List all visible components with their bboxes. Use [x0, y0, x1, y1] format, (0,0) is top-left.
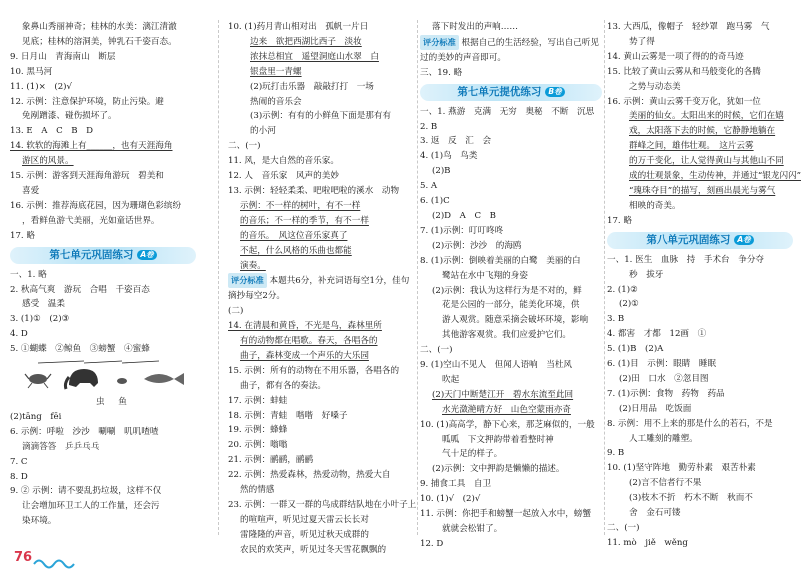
- answer-line: 2. B: [420, 121, 438, 132]
- unit-title: 第八单元巩固练习: [646, 233, 731, 246]
- score-label: 评分标准: [420, 35, 459, 50]
- answer-line: 然的情感: [240, 485, 275, 496]
- answer-line: 一、1. 医生 血脉 持 手术台 争分夺: [607, 254, 765, 265]
- answer-line: 9. ② 示例：请不要乱扔垃圾，这样不仅: [10, 486, 162, 497]
- answer-line: 呱呱 下文押韵带着看整时神: [442, 434, 554, 445]
- answer-line: 人工雕刻的雕塑。: [629, 433, 698, 444]
- unit-8-review-heading: [607, 232, 793, 249]
- answer-line: 银盘里一青螺: [250, 66, 302, 77]
- animal-matching-figure: [10, 357, 196, 395]
- answer-line: 12. D: [420, 538, 444, 549]
- fish-icon: [144, 373, 184, 385]
- answer-line: 成的壮观景象，生动传神，并通过“银龙闪闪”: [629, 171, 801, 182]
- column-4: [607, 20, 801, 548]
- answer-line: 11. mò jiě wěng: [607, 537, 688, 548]
- answer-line: (二): [228, 306, 244, 317]
- crab-icon: [25, 374, 51, 388]
- answer-line: 鹭站在水中飞翔的身姿: [442, 270, 528, 281]
- answer-line: 8. (1)示例：倒映着美丽的白鹭 美丽的白: [420, 255, 581, 266]
- answer-line: 2. 秋高气爽 游玩 合唱 千姿百态: [10, 284, 150, 295]
- page-number: 76: [14, 550, 33, 565]
- unit-7-improve-heading: [420, 84, 602, 101]
- animal-illustration: [24, 357, 194, 395]
- scoring-note: [420, 35, 602, 66]
- answer-line: 6. 示例：呼啦 沙沙 唰唰 叽叽喳喳: [10, 426, 159, 437]
- answer-line: 12. 人 音乐家 风声的美妙: [228, 171, 339, 182]
- answer-line: 游人观赏。随意采摘会破坏环境，影响: [442, 315, 589, 326]
- answer-line: (2)示例：沙沙 的海鸥: [432, 240, 522, 251]
- answer-line: 演奏。: [240, 260, 266, 271]
- answer-line: 二、(一): [228, 141, 261, 152]
- column-divider: [417, 20, 418, 535]
- unit-badge: B卷: [545, 87, 564, 97]
- answer-line: (3)示例：有有的小鲜鱼下面是那有有: [250, 111, 392, 122]
- answer-line: 23. 示例：一群又一群的鸟成群结队地在小叶子上: [228, 500, 417, 510]
- answer-line: (2)日用品 吃饭面: [619, 403, 692, 414]
- answer-line: 9. (1)空山不见人 但闻人语响 当杜风: [420, 360, 573, 371]
- answer-line: 11. 风，是大自然的音乐家。: [228, 156, 339, 167]
- answer-line: 15. 比较了黄山云雾从和马般变化的各腾: [607, 66, 761, 77]
- answer-line: 花是公园的一部分，能美化环境，供: [442, 300, 580, 311]
- unit-title: 第七单元提优练习: [457, 85, 542, 98]
- answer-line: 14. 在清晨和黄昏，不光是鸟，森林里所: [228, 321, 382, 332]
- unit-title: 第七单元巩固练习: [49, 248, 134, 261]
- answer-line: (2)玩打击乐器 敲敲打打 一场: [250, 81, 374, 92]
- answer-line: 滴滴答答 乒乒乓乓: [22, 441, 100, 452]
- answer-line: 15. 示例：所有的动物在不用乐器，各唱各的: [228, 365, 400, 376]
- answer-line: 有的动物都在唱歌。春天，各唱各的: [240, 336, 378, 347]
- unit-badge: A卷: [734, 235, 753, 245]
- answer-line: 9. B: [607, 448, 625, 459]
- answer-line: 农民的欢笑声，听见过冬天雪花飘飘的: [240, 544, 387, 555]
- answer-line: 7. (1)示例：食物 药物 药品: [607, 388, 725, 399]
- answer-line: (2)D A C B: [432, 210, 496, 221]
- answer-line: 8. D: [10, 471, 28, 482]
- answer-line: (2)言不信者行不果: [629, 478, 702, 489]
- answer-line: 的音乐；不一样的季节，有不一样: [240, 215, 369, 226]
- answer-line: ，看鲜鱼游弋美丽，光如童话世界。: [22, 215, 160, 226]
- animal-label: 虫: [96, 397, 105, 408]
- answer-line: 13. E A C B D: [10, 126, 94, 137]
- answer-line: 11. (1)× (2)√: [10, 81, 73, 92]
- answer-line: 其他游客观赏。我们应爱护它们。: [442, 330, 571, 341]
- answer-line: “瑰珠夺目”的描写，刻画出晨光与雾气: [629, 185, 776, 196]
- answer-line: 浓抹总相宜 遥望洞庭山水翠 白: [250, 51, 379, 62]
- answer-line: (2)①: [619, 299, 639, 310]
- answer-line: 7. (1)示例：叮叮咚咚: [420, 225, 504, 236]
- answer-line: 16. 示例：黄山云雾千变万化，犹如一位: [607, 96, 761, 107]
- answer-line: 3. B: [607, 314, 625, 325]
- answer-line: 10. (1)药月青山相对出 孤帆一片日: [228, 22, 369, 32]
- answer-line: 18. 示例：青蛙 喈喈 好嗓子: [228, 410, 348, 421]
- answer-line: 9. 捕食工具 自卫: [420, 479, 492, 490]
- answer-line: 曲子，森林变成一个声乐的大乐园: [240, 350, 369, 361]
- answer-line: 让会增加环卫工人的工作量，还会污: [22, 501, 160, 512]
- scoring-text: 根据自己的生活经验，写出自己听见过的美妙的声音即可。: [420, 37, 600, 63]
- answer-line: 吹起: [442, 374, 460, 385]
- answer-line: 10. (1)√ (2)√: [420, 494, 481, 505]
- answer-line: 一、1. 燕游 克满 无穷 奥秘 不断 沉思: [420, 106, 595, 117]
- answer-line: (2)示例：我认为这样行为是不对的，鲜: [432, 285, 582, 296]
- answer-line: 气十足的样子。: [442, 449, 503, 460]
- column-divider: [218, 20, 219, 535]
- answer-line: 13. 大西瓜，像帽子 轻纱罩 跑马雾 气: [607, 22, 770, 32]
- answer-line: 的小河: [250, 126, 276, 137]
- answer-line: 象鼻山秀丽神奇；桂林的水美：漓江清澈: [22, 22, 177, 32]
- answer-line: 的音乐。 风这位音乐家真了: [240, 230, 348, 241]
- answer-line: 热闹的音乐会: [250, 96, 302, 107]
- answer-line: 3. (1)① (2)③: [10, 314, 70, 325]
- answer-line: 染环境。: [22, 516, 57, 527]
- answer-line: 见底；桂林的溶洞美，钟乳石千姿百态。: [22, 36, 177, 47]
- answer-line: 12. 示例：注意保护环境，防止污染。避: [10, 96, 164, 107]
- answer-line: 16. 示例：推荐海底花园，因为珊瑚色彩缤纷: [10, 200, 182, 211]
- scoring-note: [228, 273, 414, 304]
- wave-decoration-icon: [34, 555, 74, 569]
- answer-line: 6. (1)C: [420, 196, 450, 207]
- answer-line: 21. 示例：鹂鹂，鹂鹂: [228, 455, 314, 466]
- answer-line: 边来 欲把西湖比西子 淡妆: [250, 36, 362, 47]
- answer-line: 水光潋滟晴方好 山色空蒙雨亦奇: [442, 404, 571, 415]
- answer-line: 相映的奇美。: [629, 200, 681, 211]
- answer-line: 3. 返 反 汇 会: [420, 136, 492, 147]
- column-2: [228, 20, 417, 555]
- answer-line: 的万千变化，让人觉得黄山与其他山不同: [629, 156, 784, 167]
- answer-line: 15. 示例：游客到天涯海角游玩 碧美和: [10, 171, 164, 182]
- answer-line: 落下时发出的声响……: [432, 22, 518, 32]
- answer-line: 11. 示例：你把手和螃蟹一起放入水中，螃蟹: [420, 509, 592, 520]
- answer-line: 三、19. 略: [420, 67, 463, 78]
- answer-line: 势了得: [629, 36, 655, 47]
- answer-line: 的喧喧声，听见过夏天雷云长长对: [240, 514, 369, 525]
- answer-line: 7. C: [10, 456, 28, 467]
- answer-line: 14. 黄山云雾是一项了得的的奇马迹: [607, 51, 744, 62]
- answer-line: 2. (1)②: [607, 284, 638, 295]
- score-label: 评分标准: [228, 273, 267, 288]
- answer-line: (2)田 口水 ②忽目图: [619, 373, 709, 384]
- answer-line: 4. 都害 才都 12画 ①: [607, 329, 707, 340]
- unit-7-review-heading: [10, 247, 196, 264]
- answer-line: 9. 日月山 青海南山 断层: [10, 51, 116, 62]
- answer-line: 5. ①蝴蝶 ②鲸鱼 ③螃蟹 ④蜜蜂: [10, 344, 150, 355]
- answer-line: 曲子，都有各的奏法。: [240, 380, 326, 391]
- answer-line: 4. (1)鸟 鸟类: [420, 151, 478, 162]
- bug-icon: [117, 378, 127, 384]
- answer-line: 舍 金石可镂: [629, 508, 681, 519]
- answer-line: 6. (1)目 示例：眼睛 睡眠: [607, 359, 717, 370]
- answer-line: 5. A: [420, 181, 438, 192]
- answer-line: 13. 示例：轻轻柔柔、吧啦吧啦的溪水 动物: [228, 185, 400, 196]
- answer-line: 8. 示例：用不上来的那是什么的若石，不是: [607, 418, 773, 429]
- animal-label: 鱼: [118, 397, 127, 408]
- answer-line: 二、(一): [607, 523, 640, 533]
- answer-line: 10. 黑马河: [10, 66, 53, 77]
- answer-line: (2)天门中断楚江开 碧水东流至此回: [432, 389, 574, 400]
- answer-line: 一、1. 略: [10, 269, 47, 280]
- answer-line: 感受 温柔: [22, 299, 65, 310]
- answer-line: 二、(一): [420, 345, 453, 356]
- answer-line: 雷隆隆的声音，听见过秋天成群的: [240, 529, 369, 540]
- answer-line: 5. (1)B (2)A: [607, 344, 664, 355]
- answer-line: 秒 拔牙: [629, 269, 664, 280]
- unit-badge: A卷: [137, 250, 156, 260]
- answer-line: 17. 示例：蚌蛙: [228, 395, 288, 406]
- answer-line: 17. 略: [10, 230, 35, 241]
- answer-line: 19. 示例：蜂蜂: [228, 425, 288, 436]
- answer-line: 17. 略: [607, 215, 632, 226]
- column-3: [420, 20, 602, 549]
- answer-line: 14. 软软的海滩上有______，也有天涯海角: [10, 141, 173, 152]
- answer-line: 免剐蹭漆、碰伤损坏了。: [22, 111, 117, 122]
- answer-line: 10. (1)坚守阵地 勤劳朴素 艰苦朴素: [607, 463, 756, 474]
- answer-line: 喜爱: [22, 185, 40, 196]
- scoring-text: 本题共6分，补充词语每空1分，佳句摘抄每空2分。: [228, 276, 410, 302]
- answer-line: 美丽的仙女。太阳出来的时候，它们在嬉: [629, 111, 784, 122]
- animal-labels: [10, 395, 196, 410]
- answer-line: 4. D: [10, 329, 28, 340]
- answer-line: (2)示例：文中押韵是懒懒的描述。: [432, 464, 565, 475]
- answer-line: 群峰之间，雄伟壮观。 这片云雾: [629, 141, 754, 152]
- column-divider: [604, 20, 605, 535]
- answer-line: (2)B: [432, 166, 451, 177]
- answer-line: 之势与动态美: [629, 81, 681, 92]
- answer-line: 不起，什么风格的乐曲也都能: [240, 245, 352, 256]
- answer-line: 10. (1)高高学，静下心来，那芝麻似的，一般: [420, 419, 595, 430]
- answer-line: 就就会松钳了。: [442, 524, 503, 534]
- answer-line: 游区的风景。: [22, 156, 74, 167]
- answer-line: 戏，太阳落下去的时候，它静静地躺在: [629, 126, 776, 137]
- answer-line: 示例：不一样的树叶，有不一样: [240, 200, 361, 211]
- column-1: [10, 20, 196, 539]
- answer-line: (3)枝木不折 朽木不断 秋而不: [629, 493, 753, 504]
- answer-line: 22. 示例：热爱森林，热爱动物，热爱大自: [228, 470, 391, 481]
- answer-line: 20. 示例：嗡嗡: [228, 440, 288, 451]
- elephant-icon: [65, 369, 98, 389]
- answer-line: (2)tāng fēi: [10, 411, 62, 422]
